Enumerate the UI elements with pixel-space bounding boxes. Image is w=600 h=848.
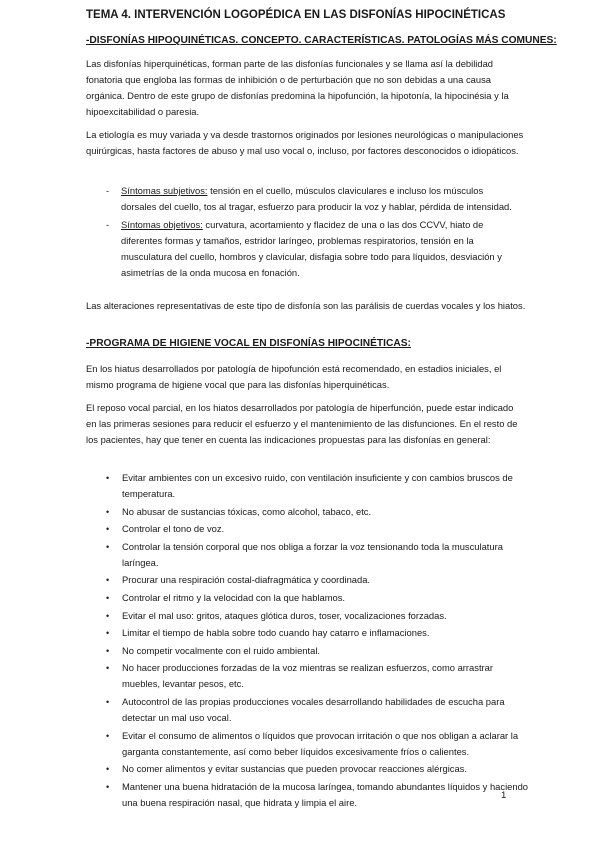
bullet-marker: • <box>106 541 110 552</box>
list-item <box>0 608 530 624</box>
bullet-marker: • <box>106 645 110 656</box>
bullet-text: Controlar el tono de voz. <box>122 523 225 535</box>
bullet-text: Autocontrol de las propias producciones vocales desarrollando habilidades de escucha para detectar un mal uso vocal. <box>122 695 505 723</box>
bullet-marker: • <box>106 506 110 517</box>
bullet-marker: • <box>106 764 110 775</box>
list-item <box>0 694 530 726</box>
list-item <box>0 779 530 811</box>
list-item <box>0 728 530 760</box>
paragraph-etiology: La etiología es muy variada y va desde trastornos originados por lesiones neurológicas o manipulaciones quirúrgicas, hasta factores de abuso y mal uso vocal o, incluso, por factores desconocidos o idiopáticos. <box>86 129 524 156</box>
symptom-list <box>0 183 600 283</box>
hygiene-list <box>0 470 600 812</box>
bullet-text: Limitar el tiempo de habla sobre todo cuando hay catarro e inflamaciones. <box>122 627 430 639</box>
list-item <box>0 761 530 777</box>
bullet-text: No comer alimentos y evitar sustancias que pueden provocar reacciones alérgicas. <box>122 763 467 775</box>
bullet-marker: • <box>106 575 110 586</box>
bullet-text: Mantener una buena hidratación de la mucosa laríngea, tomando abundantes líquidos y haciendo una buena respiración nasal, que hidrata y limpia el aire. <box>122 780 529 808</box>
list-item <box>0 660 530 692</box>
page-title: TEMA 4. INTERVENCIÓN LOGOPÉDICA EN LAS DISFONÍAS HIPOCINÉTICAS <box>86 9 506 21</box>
bullet-marker: • <box>106 524 110 535</box>
bullet-text: Controlar la tensión corporal que nos obliga a forzar la voz tensionando toda la musculatura laríngea. <box>122 540 503 568</box>
page-number: 1 <box>501 790 507 801</box>
list-item <box>0 643 530 659</box>
list-item <box>0 590 530 606</box>
bullet-text: No competir vocalmente con el ruido ambiental. <box>122 644 321 656</box>
symptom-label: Síntomas objetivos: <box>121 219 203 230</box>
section-heading-hipoquineticas: -DISFONÍAS HIPOQUINÉTICAS. CONCEPTO. CARACTERÍSTICAS. PATOLOGÍAS MÁS COMUNES: <box>86 35 557 46</box>
list-item <box>0 504 530 520</box>
bullet-marker: • <box>106 730 110 741</box>
paragraph-hiatus: En los hiatus desarrollados por patología de hipofunción está recomendado, en estadios iniciales, el mismo programa de higiene vocal que para las disfonías hiperquinéticas. <box>86 363 502 390</box>
list-item <box>0 521 530 537</box>
symptom-label: Síntomas subjetivos: <box>121 185 208 196</box>
section-heading-programa: -PROGRAMA DE HIGIENE VOCAL EN DISFONÍAS HIPOCINÉTICAS: <box>86 338 411 349</box>
bullet-marker: • <box>106 663 110 674</box>
bullet-marker: • <box>106 628 110 639</box>
bullet-text: Evitar el mal uso: gritos, ataques glótica duros, toser, vocalizaciones forzadas. <box>122 609 447 621</box>
bullet-text: Evitar el consumo de alimentos o líquidos que provocan irritación o que nos obligan a aclarar la garganta constantemente, así como beber líquidos excesivamente fríos o calientes. <box>122 729 519 757</box>
list-item <box>0 217 516 281</box>
bullet-marker: • <box>106 592 110 603</box>
bullet-marker: • <box>106 473 110 483</box>
list-item <box>0 470 530 502</box>
list-item <box>0 625 530 641</box>
list-item <box>0 183 516 215</box>
paragraph-reposo: El reposo vocal parcial, en los hiatos desarrollados por patología de hiperfunción, puede estar indicado en las primeras sesiones para reducir el esfuerzo y el mantenimiento de las disfunciones. En el resto de los pacientes, hay que tener en cuenta las indicaciones propuestas para las disfonías en general: <box>86 402 518 445</box>
symptom-text: tensión en el cuello, músculos claviculares e incluso los músculos dorsales del cuello, tos al tragar, esfuerzo para producir la voz y hablar, pérdida de intensidad. <box>121 185 512 212</box>
paragraph-definition: Las disfonías hiperquinéticas, forman parte de las disfonías funcionales y se llama así la debilidad fonatoria que engloba las formas de inhibición o de perturbación que no son debidas a una causa orgánica. Dentro de este grupo de disfonías predomina la hipofunción, la hipotonía, la hipocinésia y la hipoexcitabilidad o paresia. <box>86 58 509 117</box>
list-item <box>0 572 530 588</box>
bullet-text: Evitar ambientes con un excesivo ruido, con ventilación insuficiente y con cambios bruscos de temperatura. <box>122 472 513 499</box>
dash-marker: - <box>106 219 110 230</box>
symptom-text: curvatura, acortamiento y flacidez de una o las dos CCVV, hiato de diferentes formas y tamaños, estridor laríngeo, problemas respiratorios, tensión en la musculatura del cuello, hombros y clavicular, disfagia sobre todo para líquidos, desviación y asimetrías de la onda mucosa en fonación. <box>121 219 502 278</box>
dash-marker: - <box>106 185 110 196</box>
list-item <box>0 539 530 571</box>
bullet-marker: • <box>106 781 110 792</box>
bullet-marker: • <box>106 610 110 621</box>
bullet-text: Procurar una respiración costal-diafragmática y coordinada. <box>122 574 371 586</box>
bullet-marker: • <box>106 696 110 707</box>
bullet-text: Controlar el ritmo y la velocidad con la que hablamos. <box>122 591 346 603</box>
bullet-text: No abusar de sustancias tóxicas, como alcohol, tabaco, etc. <box>122 505 372 517</box>
bullet-text: No hacer producciones forzadas de la voz mientras se realizan esfuerzos, como arrastrar muebles, levantar pesos, etc. <box>122 662 494 690</box>
paragraph-alterations: Las alteraciones representativas de este tipo de disfonía son las parálisis de cuerdas vocales y los hiatos. <box>86 300 526 311</box>
